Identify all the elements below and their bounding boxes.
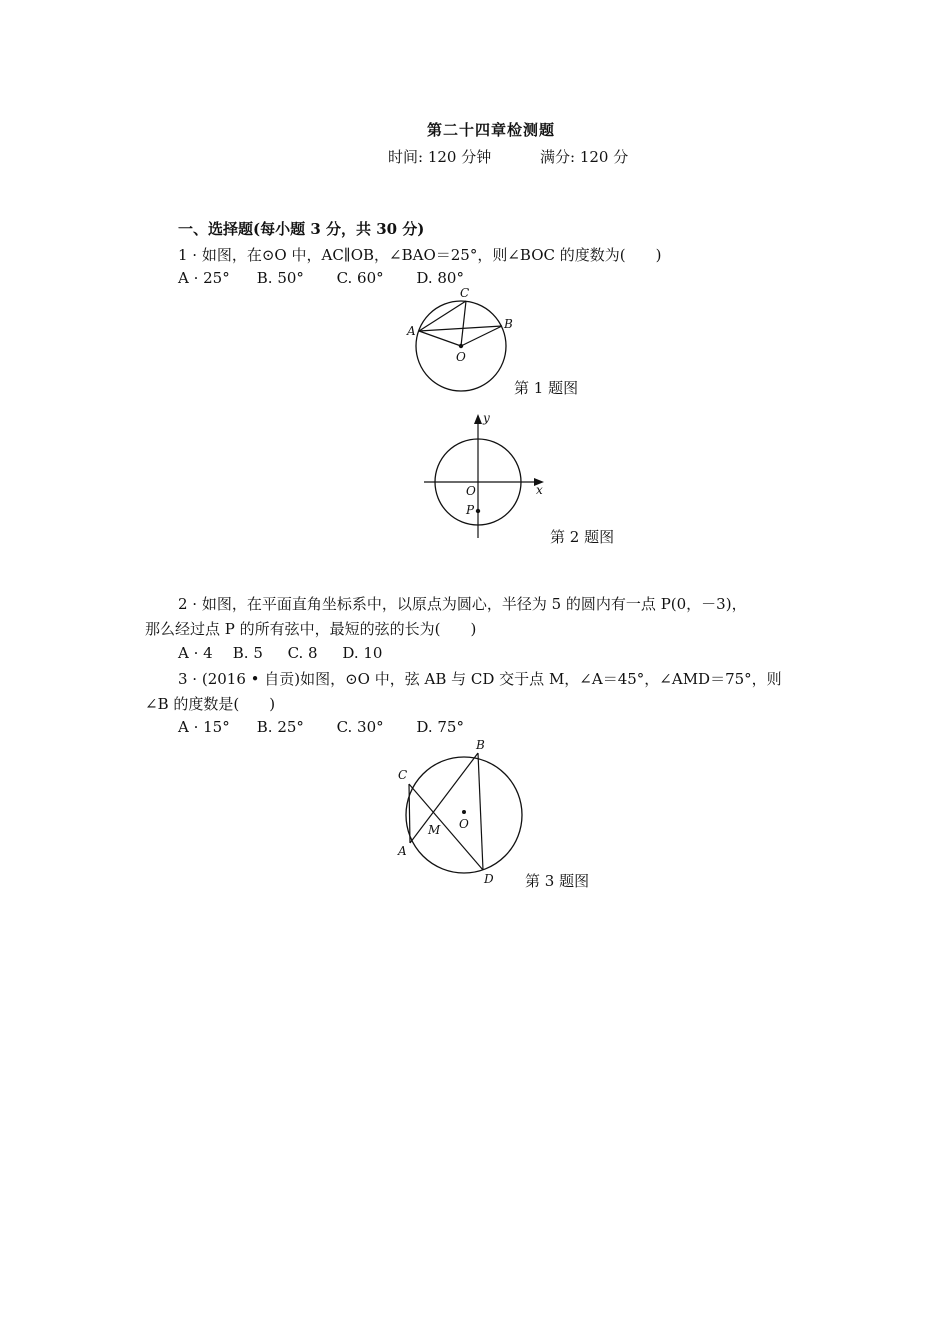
q3-caption: 第 3 题图	[525, 872, 590, 890]
q3-chord-cd	[409, 784, 483, 870]
q2-figure	[420, 410, 550, 542]
q3-label-a: A	[398, 844, 407, 858]
q2-option-b: B. 5	[232, 644, 263, 662]
q2-point-p	[476, 509, 480, 513]
q3-options	[178, 718, 464, 736]
q3-segment-bd	[478, 753, 483, 870]
q1-segment-oc	[461, 301, 466, 346]
q1-label-o: O	[456, 350, 466, 364]
q3-label-m: M	[428, 823, 441, 837]
q2-option-d: D. 10	[342, 644, 383, 662]
time-label: 时间: 120 分钟	[388, 148, 492, 166]
q2-label-o: O	[466, 484, 476, 498]
q3-stem-line1: 3 · (2016 • 自贡)如图，⊙O 中，弦 AB 与 CD 交于点 M，∠A＝45°，∠AMD＝75°，则	[178, 670, 782, 688]
q1-option-b: B. 50°	[256, 269, 304, 287]
q1-stem: 1 · 如图，在⊙O 中，AC∥OB，∠BAO＝25°，则∠BOC 的度数为( )	[178, 246, 662, 264]
q3-center-dot	[462, 810, 466, 814]
q3-label-b: B	[476, 738, 485, 752]
page-title: 第二十四章检测题	[427, 121, 556, 139]
q3-option-c: C. 30°	[336, 718, 384, 736]
q1-label-a: A	[407, 324, 416, 338]
q2-stem-line2: 那么经过点 P 的所有弦中，最短的弦的长为( )	[145, 620, 477, 638]
q1-option-d: D. 80°	[416, 269, 464, 287]
q3-figure	[392, 735, 532, 890]
q3-label-c: C	[398, 768, 408, 782]
q1-segment-ob	[461, 326, 502, 346]
q3-option-b: B. 25°	[256, 718, 304, 736]
q3-stem-line2: ∠B 的度数是( )	[145, 695, 276, 713]
q2-option-a: A · 4	[178, 644, 213, 662]
q3-circle	[406, 757, 522, 873]
q1-option-a: A · 25°	[178, 269, 230, 287]
q3-option-a: A · 15°	[178, 718, 230, 736]
q2-label-x: x	[536, 483, 543, 497]
q1-option-c: C. 60°	[336, 269, 384, 287]
q1-figure	[398, 285, 513, 397]
q2-options	[178, 644, 382, 662]
q2-y-arrow	[474, 414, 482, 424]
q1-segment-ao	[419, 331, 461, 346]
q2-label-y: y	[483, 411, 490, 425]
q2-option-c: C. 8	[287, 644, 318, 662]
q1-center-dot	[459, 344, 463, 348]
q1-label-c: C	[460, 286, 470, 300]
section-heading: 一、选择题(每小题 3 分，共 30 分)	[178, 220, 425, 238]
q2-label-p: P	[466, 503, 475, 517]
q2-stem-line1: 2 · 如图，在平面直角坐标系中，以原点为圆心，半径为 5 的圆内有一点 P(0，－3)，	[178, 595, 747, 613]
q1-label-b: B	[504, 317, 513, 331]
q3-option-d: D. 75°	[416, 718, 464, 736]
q2-caption: 第 2 题图	[550, 528, 615, 546]
q1-segment-ab	[419, 326, 502, 331]
score-label: 满分: 120 分	[540, 148, 629, 166]
q3-label-d: D	[484, 872, 494, 886]
q1-caption: 第 1 题图	[514, 379, 579, 397]
q3-label-o: O	[459, 817, 469, 831]
